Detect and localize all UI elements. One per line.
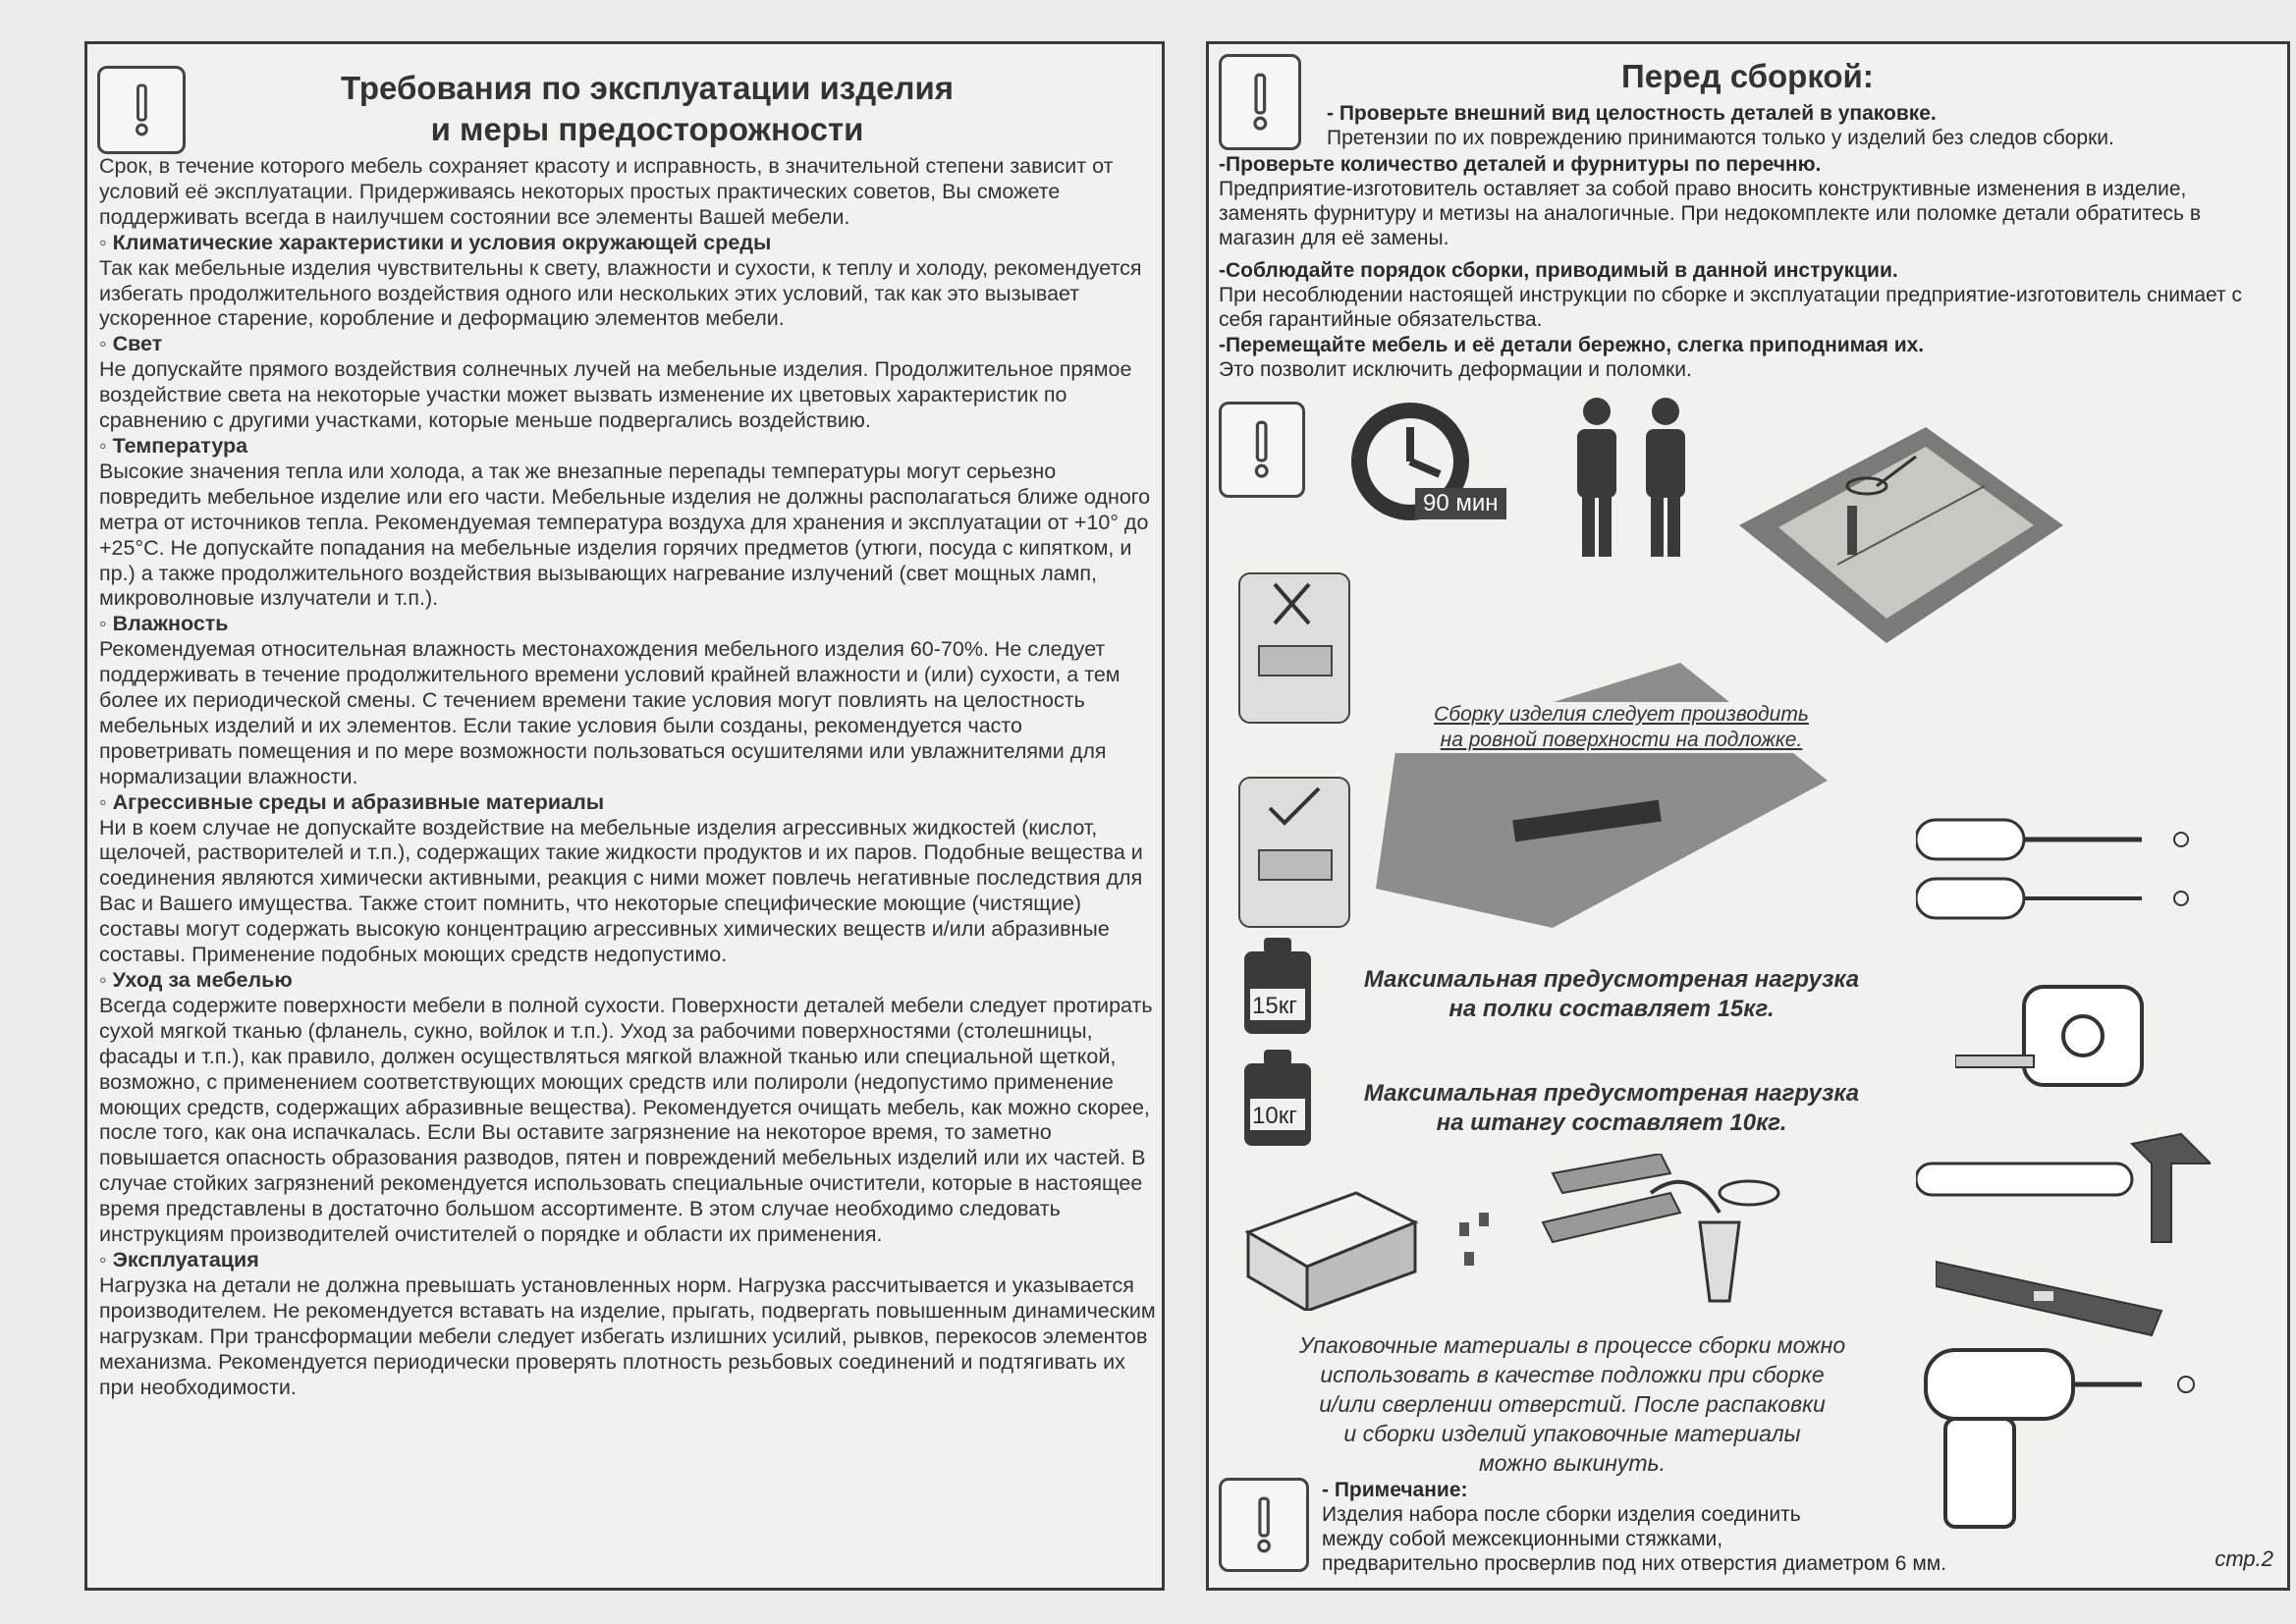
surface-note-line-1: Сборку изделия следует производить — [1434, 703, 1809, 726]
packaging-note — [1229, 1330, 1916, 1478]
even-floor-illustration — [1238, 777, 1350, 928]
section-heading: ◦ Климатические характеристики и условия окружающей среды — [99, 230, 772, 254]
packaging-illustration — [1238, 1154, 1926, 1311]
requirement-head: - Проверьте внешний вид целостность деталей в упаковке. — [1327, 102, 1937, 125]
exclamation-icon — [113, 81, 171, 139]
section-heading: ◦ Уход за мебелью — [99, 968, 293, 992]
screwdriver-flat-icon — [1916, 869, 2211, 928]
note-line-2: между собой межсекционными стяжками, — [1322, 1528, 1723, 1550]
shelf-load-line-1: Максимальная предусмотреная нагрузка — [1363, 966, 1860, 993]
exclamation-icon — [1234, 1494, 1293, 1556]
section-text: Нагрузка на детали не должна превышать установленных норм. Нагрузка рассчитывается и указывается производителем. Не рекомендуется вставать на изделие, прыгать, подвергать повышенным динамическим нагрузкам. При трансформации мебели следует избегать излишних усилий, рывков, перекосов элементов механизма. Рекомендуется периодически проверять плотность резьбовых соединений и подтягивать их при необходимости. — [99, 1272, 1156, 1399]
page-number: стр.2 — [2214, 1546, 2273, 1571]
surface-note — [1395, 702, 1847, 753]
section-title: Перед сборкой: — [1621, 58, 1874, 94]
warning-box — [1219, 402, 1305, 498]
underlay-mat-illustration — [1356, 633, 1847, 947]
shelf-load-line-2: на полки составляет 15кг. — [1449, 996, 1775, 1022]
page-title — [254, 68, 1040, 150]
warning-box — [1219, 54, 1301, 150]
uneven-floor-illustration — [1238, 572, 1350, 724]
rod-weight-label: 10кг — [1252, 1103, 1297, 1129]
section-text: Высокие значения тепла или холода, а так же внезапные перепады температуры могут серьезно повредить мебельное изделие или его части. Мебельные изделия не должны располагаться ближе одного метра от источников тепла. Рекомендуемая температура воздуха для хранения и эксплуатации от +10° до +25°C. Не допускайте попадания на мебельные изделия горячих предметов (утюги, посуда с кипятком, и пр.) а также продолжительного воздействия вызывающих нагревание излучений (свет мощных ламп, микроволновые излучатели и т.п.). — [99, 459, 1151, 611]
requirement-4 — [1219, 333, 2279, 382]
right-page — [1206, 41, 2290, 1591]
two-people-icon — [1562, 394, 1700, 561]
surface-note-line-2: на ровной поверхности на подложке. — [1440, 729, 1803, 751]
title-line-1: Требования по эксплуатации изделия — [340, 70, 955, 106]
tape-measure-icon — [1955, 977, 2152, 1105]
exclamation-icon — [1233, 418, 1289, 481]
requirement-2 — [1219, 152, 2279, 250]
warning-box — [97, 66, 186, 154]
note-line-1: Изделия набора после сборки изделия соединить — [1322, 1503, 1801, 1526]
section-heading: ◦ Влажность — [99, 612, 229, 636]
section-text: Ни в коем случае не допускайте воздействие на мебельные изделия агрессивных жидкостей (кислот, щелочей, растворителей и т.п.), содержащих такие жидкости продуктов и их паров. Подобные вещества и соединения являются химически активными, реакция с ними может повлечь негативные последствия для Вас и Вашего имущества. Также стоит помнить, что некоторые специфические моющие (чистящие) составы могут содержать высокую концентрацию агрессивных химических веществ и/или абразивные составы. Применение подобных моющих средств недопустимо. — [99, 815, 1143, 967]
exclamation-icon — [1233, 71, 1287, 134]
note-heading: - Примечание: — [1322, 1479, 1468, 1501]
packaging-line-4: и сборки изделий упаковочные материалы — [1343, 1421, 1801, 1446]
requirement-text: Предприятие-изготовитель оставляет за собой право вносить конструктивные изменения в изделие, заменять фурнитуру и метизы на аналогичные. При недокомплекте или поломке детали обратитесь в магазин для её замены. — [1219, 178, 2201, 249]
care-text — [99, 154, 1160, 1400]
intro-text: Срок, в течение которого мебель сохраняет красоту и исправность, в значительной степени зависит от условий её эксплуатации. Придерживаясь некоторых простых практических советов, Вы сможете поддерживать всегда в наилучшем состоянии все элементы Вашей мебели. — [99, 154, 1114, 229]
requirement-1 — [1327, 101, 2269, 150]
packaging-line-1: Упаковочные материалы в процессе сборки можно — [1298, 1332, 1846, 1358]
section-heading: ◦ Свет — [99, 332, 163, 356]
time-badge: 90 мин — [1415, 488, 1506, 519]
requirement-head: -Перемещайте мебель и её детали бережно, слегка приподнимая их. — [1219, 334, 1925, 356]
section-text: Так как мебельные изделия чувствительны к свету, влажности и сухости, к теплу и холоду, рекомендуется избегать продолжительного воздействия одного или нескольких этих условий, так как это вызывает ускоренное старение, коробление и деформацию элементов мебели. — [99, 255, 1142, 331]
requirement-text: Претензии по их повреждению принимаются только у изделий без следов сборки. — [1327, 127, 2114, 149]
warning-box — [1219, 1478, 1309, 1572]
rod-load-line-2: на штангу составляет 10кг. — [1436, 1110, 1787, 1136]
section-heading: ◦ Температура — [99, 433, 248, 458]
requirement-head: -Соблюдайте порядок сборки, приводимый в данной инструкции. — [1219, 259, 1898, 282]
workbench-illustration — [1739, 417, 2063, 653]
section-text: Рекомендуемая относительная влажность местонахождения мебельного изделия 60-70%. Не следует поддерживать в течение продолжительного времени условий крайней влажности и (или) сухости, а тем более их периодической смены. С течением времени такие условия могут повлиять на целостность мебельных изделий и их элементов. Если такие условия были созданы, рекомендуется часто проветривать помещения и по мере возможности пользоваться осушителями или увлажнителями для нормализации влажности. — [99, 637, 1121, 788]
cross-icon — [1240, 574, 1348, 633]
requirement-head: -Проверьте количество деталей и фурнитуры по перечню. — [1219, 153, 1822, 176]
weight-icon — [1240, 1050, 1315, 1148]
packaging-line-3: и/или сверлении отверстий. После распаковки — [1319, 1391, 1826, 1417]
packaging-line-5: можно выкинуть. — [1478, 1450, 1667, 1476]
packaging-line-2: использовать в качестве подложки при сборке — [1320, 1362, 1825, 1387]
weight-icon — [1240, 938, 1315, 1036]
section-text: Не допускайте прямого воздействия солнечных лучей на мебельные изделия. Продолжительное прямое воздействие света на некоторые участки может вызвать изменение их цветовых характеристик по сравнению с другими участками, которые меньше подвергались воздействию. — [99, 357, 1132, 433]
requirement-text: Это позволит исключить деформации и поломки. — [1219, 358, 1692, 381]
left-page — [84, 41, 1165, 1591]
requirement-text: При несоблюдении настоящей инструкции по сборке и эксплуатации предприятие-изготовитель снимает с себя гарантийные обязательства. — [1219, 284, 2242, 331]
title-line-2: и меры предосторожности — [430, 111, 864, 147]
shelf-load-note — [1317, 965, 1906, 1024]
level-icon — [1936, 1252, 2171, 1340]
screwdriver-phillips-icon — [1916, 810, 2211, 869]
section-text: Всегда содержите поверхности мебели в полной сухости. Поверхности деталей мебели следует протирать сухой мягкой тканью (фланель, сукно, войлок и т.п.). Уход за рабочими поверхностями (столешницы, фасады и т.п.), как правило, должен осуществляться мягкой влажной тканью или специальной щеткой, возможно, с применением соответствующих моющих средств или полироли (недопустимо применение моющих средств, содержащих абразивные вещества). Рекомендуется очищать мебель, как можно скорее, после того, как она испачкалась. Если Вы оставите загрязнение на некоторое время, то заметно повышается опасность образования разводов, пятен и повреждений мебельных изделий или их частей. В случае стойких загрязнений рекомендуется использовать специальные очистители, которые в настоящее время представлены в достаточно большом ассортименте. В этом случае необходимо следовать инструкциям производителей очистителей о порядке и области их применения. — [99, 993, 1153, 1247]
shelf-weight-label: 15кг — [1252, 993, 1297, 1019]
hammer-icon — [1916, 1124, 2211, 1252]
rod-load-note — [1317, 1079, 1906, 1138]
section-heading: ◦ Агрессивные среды и абразивные материалы — [99, 789, 605, 814]
check-icon — [1240, 779, 1348, 838]
requirement-3 — [1219, 258, 2279, 332]
section-heading: ◦ Эксплуатация — [99, 1247, 259, 1272]
note-line-3: предварительно просверлив под них отверстия диаметром 6 мм. — [1322, 1552, 1947, 1575]
note-block — [1322, 1478, 2127, 1576]
rod-load-line-1: Максимальная предусмотреная нагрузка — [1363, 1080, 1860, 1107]
